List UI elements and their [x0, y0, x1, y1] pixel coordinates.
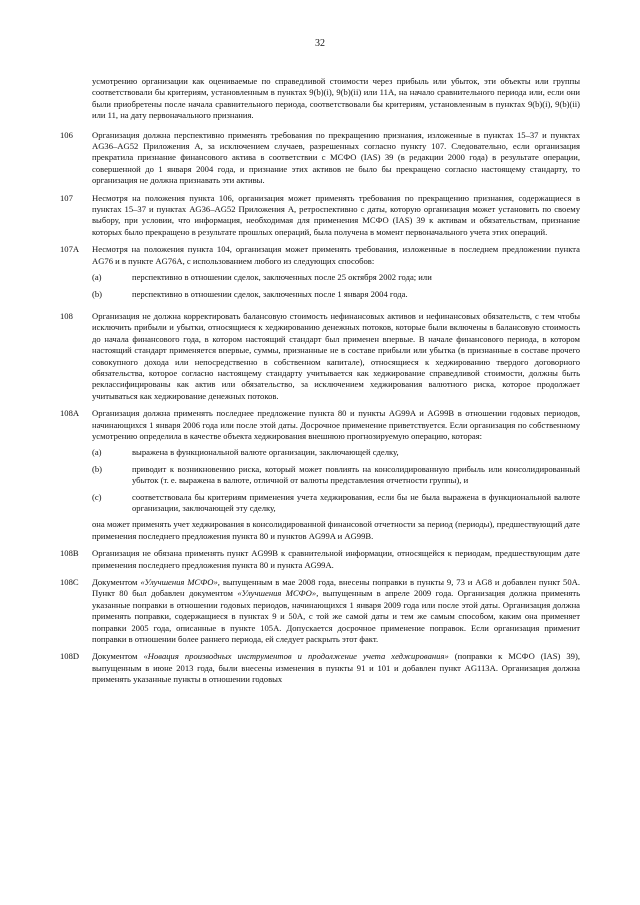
item-label: (a): [92, 447, 102, 458]
paragraph-108d: [60, 651, 580, 685]
paragraph-108b: [60, 548, 580, 571]
item-label: (b): [92, 288, 103, 299]
paragraph-106: [60, 130, 580, 187]
paragraph-number: 108B: [60, 548, 79, 559]
item-text: приводит к возникновению риска, который может повлиять на консолидированную прибыль или консолидированный убыток (т. е. выражена в валюте, отличной от валюты представления отчетности группы), и: [132, 463, 580, 486]
item-list: [92, 272, 580, 300]
list-item: [92, 492, 580, 515]
paragraph-107: [60, 193, 580, 239]
item-label: (c): [92, 491, 102, 502]
text-run: Документом: [92, 577, 141, 588]
list-item: [92, 272, 580, 283]
paragraph-number: 107: [60, 192, 73, 203]
paragraph-number: 106: [60, 129, 73, 140]
item-label: (a): [92, 272, 102, 283]
paragraph-text: Несмотря на положения пункта 106, организация может применять требования по прекращению признания, содержащиеся в пунктах 15–37 и пунктах AG36–AG52 Приложения A, ретроспективно с даты, которую организация может установить по своему выбору, при условии, что информация, необходимая для применения МСФО (IAS) 39 к активам и обязательствам, признание которых было прекращено в результате прошлых операций, была получена в момент первоначального учета этих операций.: [92, 192, 580, 237]
text-run: , выпущенным в апреле 2009 года. Организация должна применять указанные поправки в отношении годовых периодов, начинающихся 1 января 2009 года или после этой даты. Организация должна применять поправки, содержащиеся в пунктах 9 и 50A, с той же самой даты и тем же самым способом, каким она применяет поправки 2005 года, описанные в пункте 105A. Допускается досрочное применение поправок. Если организация применит поправки в отношении более раннего периода, ей следует раскрыть этот факт.: [92, 588, 580, 645]
paragraph-text: Организация не обязана применять пункт AG99B к сравнительной информации, относящейся к периодам, предшествующим дате применения последнего предложения пункта 80 и пункта AG99A.: [92, 548, 580, 570]
paragraph-conclusion: она может применять учет хеджирования в консолидированной финансовой отчетности за период (периоды), предшествующий дате применения последнего предложения пункта 80 и пунктов AG99A и AG99B.: [92, 519, 580, 541]
text-run: , выпущенным в мае 2008 года, внесены поправки в пункты 9, 73 и AG8 и добавлен пункт 50A. Пункт 80 был добавлен документом: [92, 577, 580, 599]
item-text: перспективно в отношении сделок, заключенных после 1 января 2004 года.: [132, 288, 408, 299]
paragraph-108c: [60, 577, 580, 645]
paragraph-text: Организация должна перспективно применять требования по прекращению признания, изложенные в пунктах 15–37 и пунктах AG36–AG52 Приложения A, за исключением случаев, разрешенных согласно пункту 107. Следовательно, если организация прекратила признание финансового актива в соответствии с МСФО (IAS) 39 (в редакции 2000 года) в результате операции, совершенной до 1 января 2004 года, и признание этих активов не было бы прекращено согласно настоящему стандарту, то организация не должна признавать эти активы.: [92, 129, 580, 186]
item-text: соответствовала бы критериям применения учета хеджирования, если бы не была выражена в функциональной валюте организации, заключающей эту сделку,: [132, 491, 580, 513]
paragraph-text: [92, 577, 580, 645]
item-label: (b): [92, 463, 103, 474]
paragraph-text: Несмотря на положения пункта 104, организация может применять требования, изложенные в последнем предложении пункта AG76 и в пункте AG76A, с использованием любого из следующих способов:: [92, 244, 580, 266]
paragraph-text: Организация должна применять последнее предложение пункта 80 и пункты AG99A и AG99B в отношении годовых периодов, начинающихся 1 января 2006 года или после этой даты. Досрочное применение приветствуется. Если организация по собственному усмотрению определила в качестве объекта хеджирования внешнюю прогнозируемую операцию, которая:: [92, 408, 580, 441]
paragraph-text: [92, 651, 580, 685]
page-content: [60, 76, 580, 692]
list-item: [92, 289, 580, 300]
page-number: 32: [315, 38, 325, 49]
paragraph-number: 108D: [60, 651, 80, 662]
paragraph-108: [60, 311, 580, 402]
document-title-italic: «Новация производных инструментов и продолжение учета хеджирования»: [143, 651, 449, 662]
item-text: перспективно в отношении сделок, заключенных после 25 октября 2002 года; или: [132, 272, 432, 283]
list-item: [92, 464, 580, 487]
list-item: [92, 447, 580, 458]
item-list: [92, 447, 580, 514]
paragraph-number: 108A: [60, 408, 80, 419]
paragraph-text: Организация не должна корректировать балансовую стоимость нефинансовых активов и нефинансовых обязательств, с тем чтобы исключить прибыли и убытки, относящиеся к хеджированию денежных потоков, которые были включены в балансовую стоимость до начала финансового года, в котором настоящий стандарт был применен впервые. В начале финансового периода, в котором настоящий стандарт применяется впервые, суммы, признанные не в составе прибыли или убытка (в признанные в составе прочего совокупного дохода или непосредственно в собственном капитале), относящиеся к хеджированию твердого договорного обязательства, которое согласно настоящему стандарту учитывается как хеджирование справедливой стоимости, должны быть реклассифицированы как актив или обязательство, за исключением хеджирования валютного риска, которое продолжает учитываться как хеджирование денежных потоков.: [92, 310, 580, 401]
paragraph-text: усмотрению организации как оцениваемые по справедливой стоимости через прибыль или убыток, эти объекты или группы соответствовали бы критериям, установленным в пунктах 9(b)(i), 9(b)(ii) или 11A, на начало сравнительного периода или, если они были приобретены после начала сравнительного периода, соответствовали бы критериям, установленным в пунктах 9(b)(i), 9(b)(ii) или 11, на дату первоначального признания.: [92, 76, 580, 121]
text-run: Документом: [92, 651, 144, 662]
paragraph-number: 108C: [60, 577, 79, 588]
document-title-italic: «Улучшения МСФО»: [237, 588, 317, 599]
continuation-paragraph: [60, 76, 580, 122]
paragraph-108a: [60, 408, 580, 542]
document-title-italic: «Улучшения МСФО»: [140, 577, 218, 588]
paragraph-number: 107A: [60, 244, 80, 255]
item-text: выражена в функциональной валюте организации, заключающей сделку,: [132, 447, 399, 458]
paragraph-number: 108: [60, 310, 73, 321]
text-run: (поправки к МСФО (IAS) 39), выпущенным в июне 2013 года, были внесены изменения в пункты 91 и 101 и добавлен пункт AG113A. Организация должна применять указанные пункты в отношении годовых: [92, 651, 580, 685]
paragraph-107a: [60, 244, 580, 305]
